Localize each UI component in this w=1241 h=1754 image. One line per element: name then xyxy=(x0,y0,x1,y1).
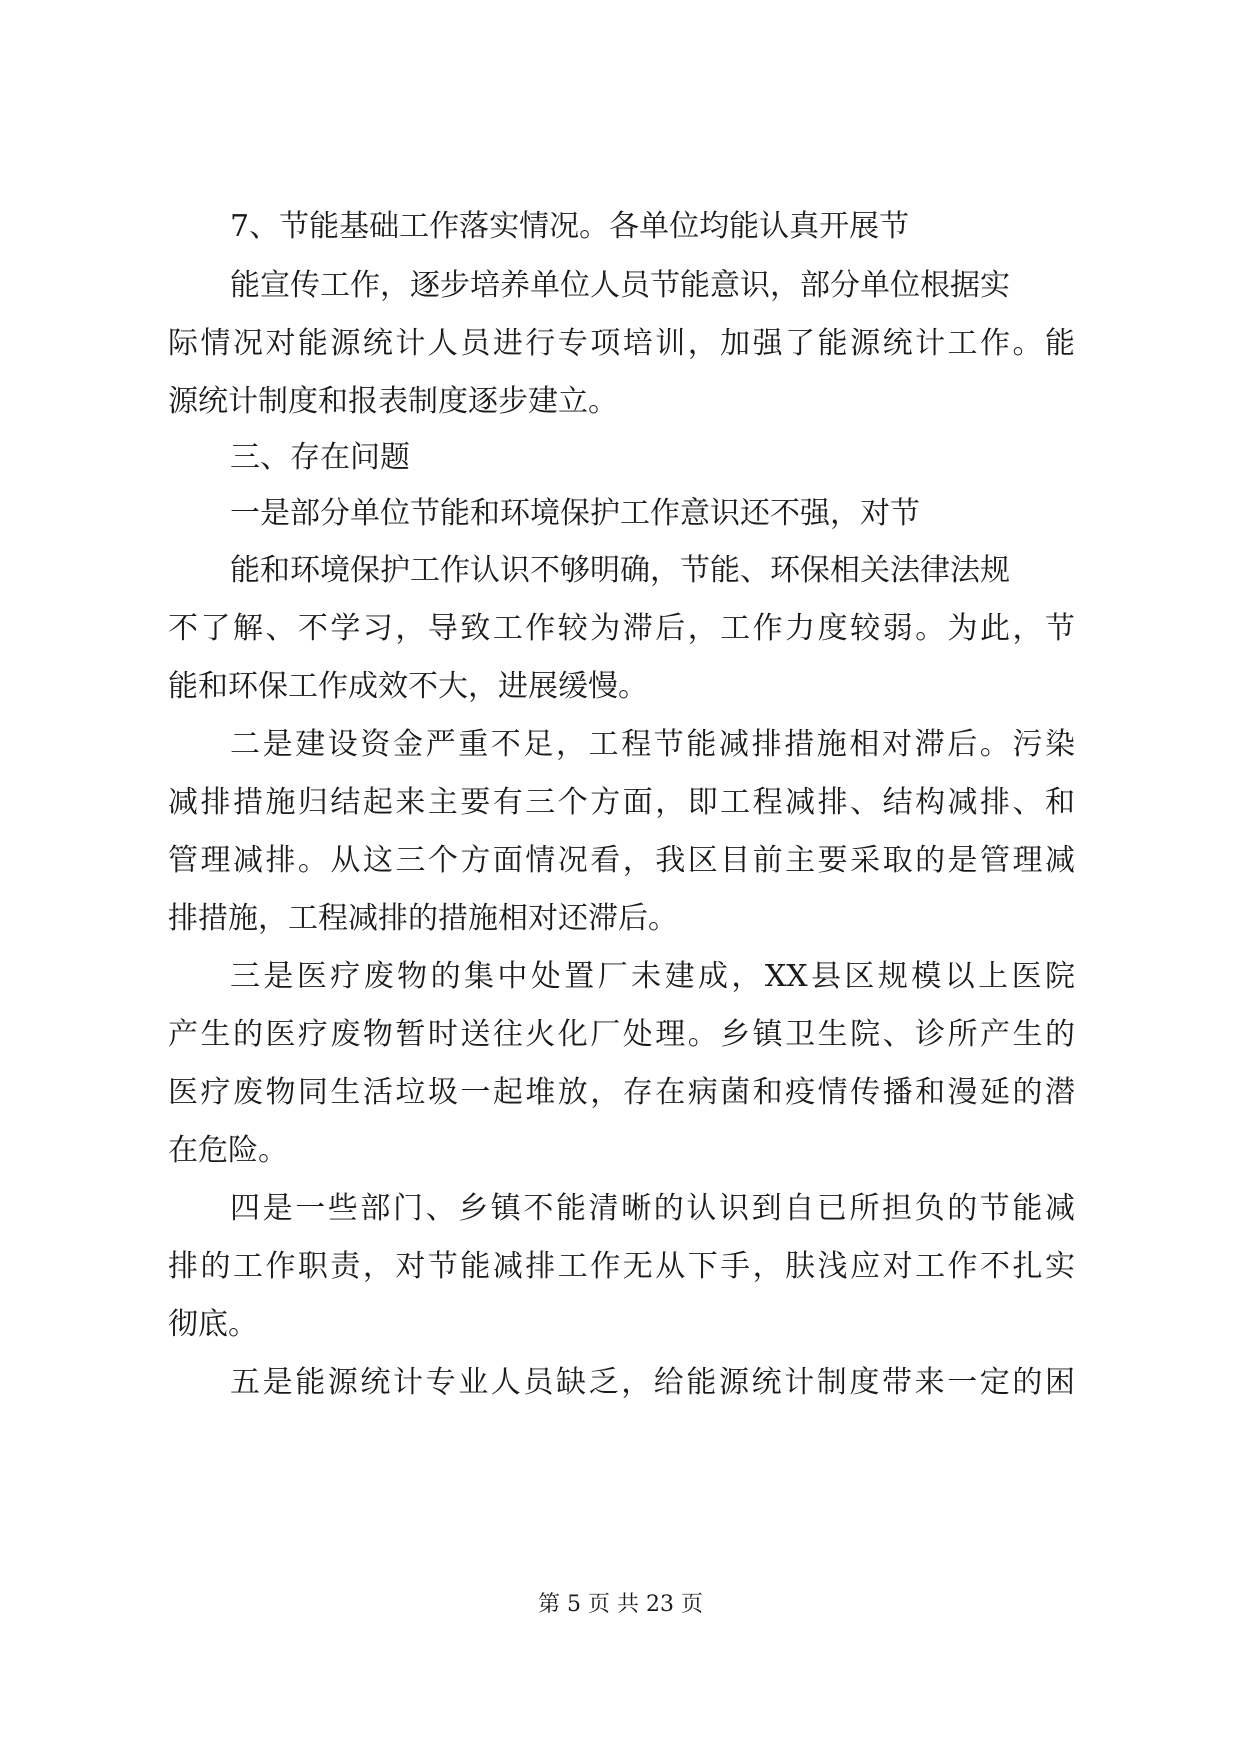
text-line: 彻底。 xyxy=(168,1307,258,1342)
problem-4-line-3 xyxy=(0,1295,1241,1355)
paragraph-7-line-3 xyxy=(0,314,1241,374)
text-line: 源统计制度和报表制度逐步建立。 xyxy=(168,384,618,419)
paragraph-7-line-4 xyxy=(0,372,1241,432)
problem-2-line-3 xyxy=(0,831,1241,891)
problem-1-line-3 xyxy=(0,599,1241,659)
text-line: 7、节能基础工作落实情况。各单位均能认真开展节 xyxy=(230,209,910,244)
text-line: 不了解、不学习，导致工作较为滞后，工作力度较弱。为此，节 xyxy=(168,611,1075,646)
problem-3-line-3 xyxy=(0,1063,1241,1123)
text-line: 减排措施归结起来主要有三个方面，即工程减排、结构减排、和 xyxy=(168,785,1075,820)
text-line: 三是医疗废物的集中处置厂未建成，XX县区规模以上医院 xyxy=(230,959,1075,994)
problem-3-line-2 xyxy=(0,1005,1241,1065)
paragraph-7-line-1 xyxy=(0,197,1241,257)
section-heading-text: 三、存在问题 xyxy=(230,440,410,475)
problem-2-line-4 xyxy=(0,889,1241,949)
problem-5-line-1 xyxy=(0,1353,1241,1413)
text-line: 四是一些部门、乡镇不能清晰的认识到自已所担负的节能减 xyxy=(230,1191,1075,1226)
text-line: 产生的医疗废物暂时送往火化厂处理。乡镇卫生院、诊所产生的 xyxy=(168,1017,1075,1052)
problem-1-line-2 xyxy=(0,541,1241,601)
problem-3-line-1 xyxy=(0,947,1241,1007)
text-line: 医疗废物同生活垃圾一起堆放，存在病菌和疫情传播和漫延的潜 xyxy=(168,1075,1075,1110)
text-line: 管理减排。从这三个方面情况看，我区目前主要采取的是管理减 xyxy=(168,843,1075,878)
paragraph-7-line-2 xyxy=(0,256,1241,316)
problem-1-line-1 xyxy=(0,484,1241,544)
problem-4-line-1 xyxy=(0,1179,1241,1239)
text-line: 二是建设资金严重不足，工程节能减排措施相对滞后。污染 xyxy=(230,727,1075,762)
text-line: 能宣传工作，逐步培养单位人员节能意识，部分单位根据实 xyxy=(230,268,1010,303)
text-line: 能和环境保护工作认识不够明确，节能、环保相关法律法规 xyxy=(230,553,1010,588)
text-line: 际情况对能源统计人员进行专项培训，加强了能源统计工作。能 xyxy=(168,326,1075,361)
text-line: 排措施，工程减排的措施相对还滞后。 xyxy=(168,901,678,936)
page-footer: 第 5 页 共 23 页 xyxy=(538,1592,703,1617)
text-line: 一是部分单位节能和环境保护工作意识还不强，对节 xyxy=(230,496,920,531)
text-line: 排的工作职责，对节能减排工作无从下手，肤浅应对工作不扎实 xyxy=(168,1249,1075,1284)
problem-2-line-2 xyxy=(0,773,1241,833)
text-line: 五是能源统计专业人员缺乏，给能源统计制度带来一定的困 xyxy=(230,1365,1075,1400)
problem-4-line-2 xyxy=(0,1237,1241,1297)
problem-3-line-4 xyxy=(0,1121,1241,1181)
problem-2-line-1 xyxy=(0,715,1241,775)
text-line: 在危险。 xyxy=(168,1133,288,1168)
problem-1-line-4 xyxy=(0,657,1241,717)
text-line: 能和环保工作成效不大，进展缓慢。 xyxy=(168,669,648,704)
section-heading-problems xyxy=(0,428,1241,488)
